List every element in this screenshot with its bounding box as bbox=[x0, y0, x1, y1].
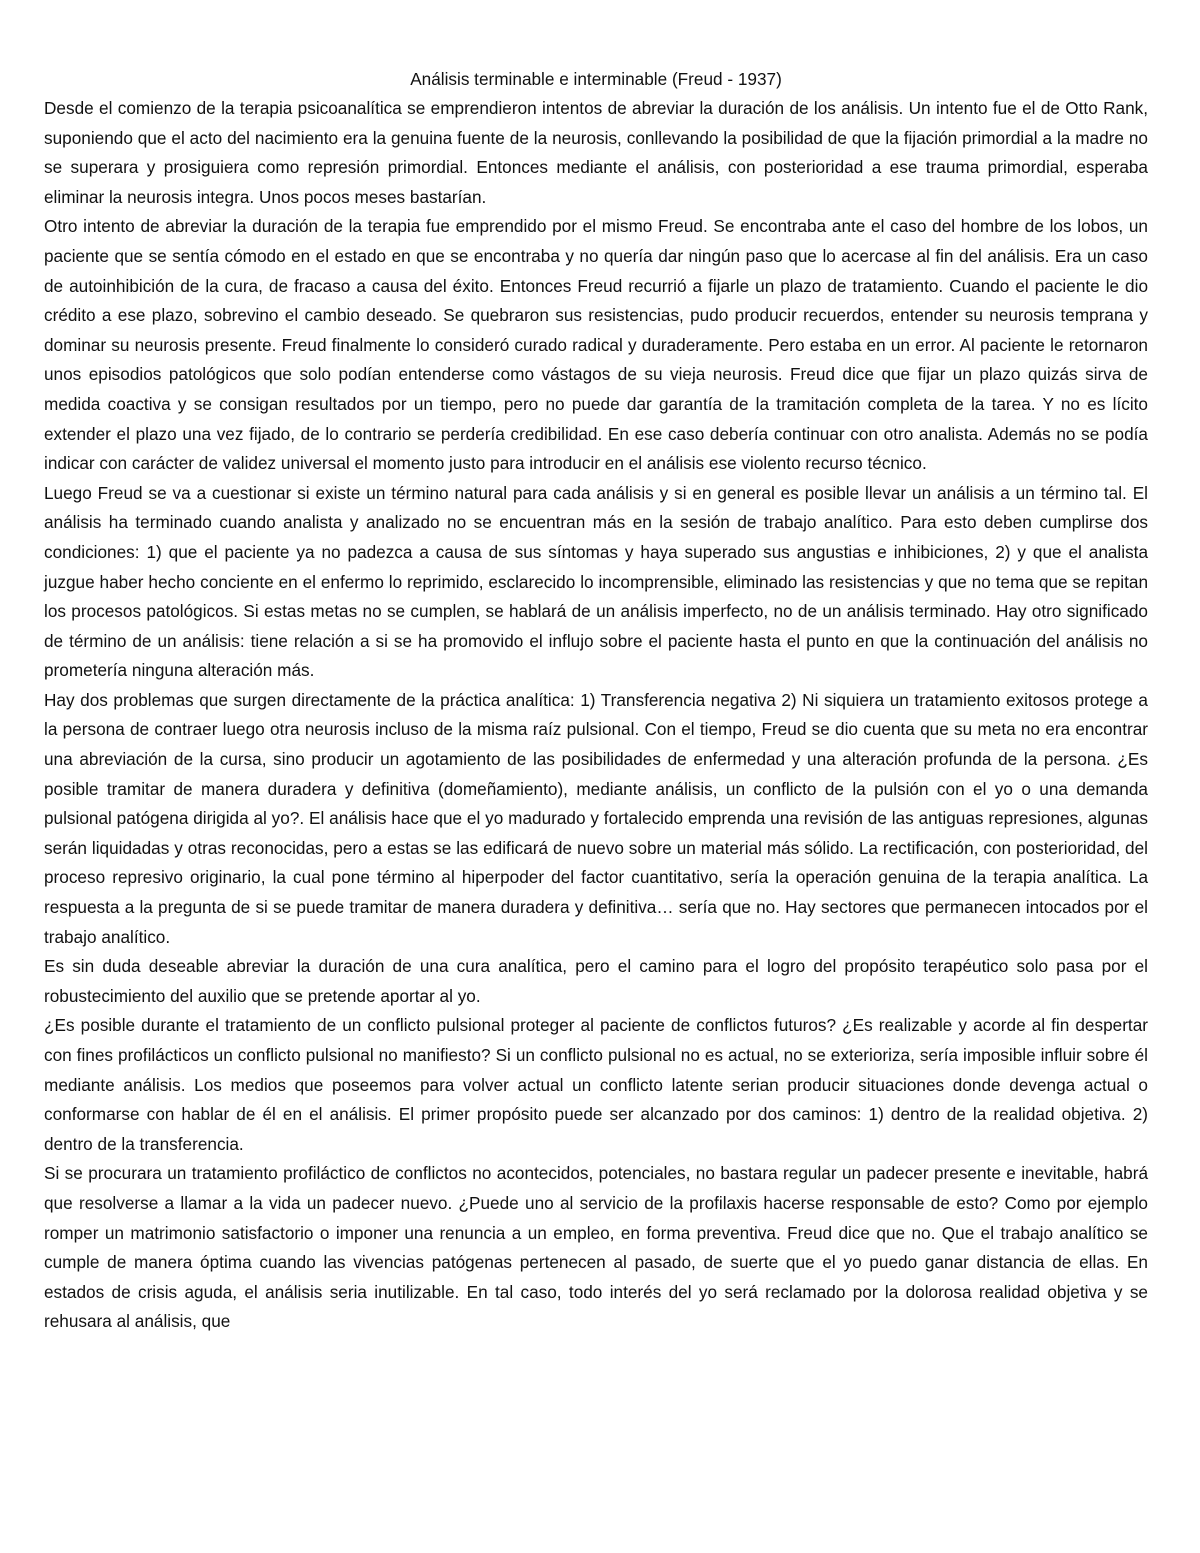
paragraph-conflictos-futuros: ¿Es posible durante el tratamiento de un conflicto pulsional proteger al paciente de conflictos futuros? ¿Es realizable y acorde al fin despertar con fines profilácticos un conflicto pulsional no manifiesto? Si un conflicto pulsional no es actual, no se exterioriza, sería imposible influir sobre él mediante análisis. Los medios que poseemos para volver actual un conflicto latente serian producir situaciones donde devenga actual o conformarse con hablar de él en el análisis. El primer propósito puede ser alcanzado por dos caminos: 1) dentro de la realidad objetiva. 2) dentro de la transferencia. bbox=[44, 1015, 1148, 1154]
paragraph-tratamiento-profilactico: Si se procurara un tratamiento profiláctico de conflictos no acontecidos, potenciales, no bastara regular un padecer presente e inevitable, habrá que resolverse a llamar a la vida un padecer nuevo. ¿Puede uno al servicio de la profilaxis hacerse responsable de esto? Como por ejemplo romper un matrimonio satisfactorio o imponer una renuncia a un empleo, en forma preventiva. Freud dice que no. Que el trabajo analítico se cumple de manera óptima cuando las vivencias patógenas pertenecen al pasado, de suerte que el yo puedo ganar distancia de ellas. En estados de crisis aguda, el análisis seria inutilizable. En tal caso, todo interés del yo será reclamado por la dolorosa realidad objetiva y se rehusara al análisis, que bbox=[44, 1163, 1148, 1332]
document-title: Análisis terminable e interminable (Freud - 1937) bbox=[410, 69, 782, 89]
paragraph-hombre-de-los-lobos: Otro intento de abreviar la duración de la terapia fue emprendido por el mismo Freud. Se encontraba ante el caso del hombre de los lobos, un paciente que se sentía cómodo en el estado en que se encontraba y no quería dar ningún paso que lo acercase al fin del análisis. Era un caso de autoinhibición de la cura, de fracaso a causa del éxito. Entonces Freud recurrió a fijarle un plazo de tratamiento. Cuando el paciente le dio crédito a ese plazo, sobrevino el cambio deseado. Se quebraron sus resistencias, pudo producir recuerdos, entender su neurosis temprana y dominar su neurosis presente. Freud finalmente lo consideró curado radical y duraderamente. Pero estaba en un error. Al paciente le retornaron unos episodios patológicos que solo podían entenderse como vástagos de su vieja neurosis. Freud dice que fijar un plazo quizás sirva de medida coactiva y se consigan resultados por un tiempo, pero no puede dar garantía de la tramitación completa de la tarea. Y no es lícito extender el plazo una vez fijado, de lo contrario se perdería credibilidad. En ese caso debería continuar con otro analista. Además no se podía indicar con carácter de validez universal el momento justo para introducir en el análisis ese violento recurso técnico. bbox=[44, 216, 1148, 474]
paragraph-dos-problemas: Hay dos problemas que surgen directamente de la práctica analítica: 1) Transferencia negativa 2) Ni siquiera un tratamiento exitosos protege a la persona de contraer luego otra neurosis incluso de la misma raíz pulsional. Con el tiempo, Freud se dio cuenta que su meta no era encontrar una abreviación de la cursa, sino producir un agotamiento de las posibilidades de enfermedad y una alteración profunda de la persona. ¿Es posible tramitar de manera duradera y definitiva (domeñamiento), mediante análisis, un conflicto de la pulsión con el yo o una demanda pulsional patógena dirigida al yo?. El análisis hace que el yo madurado y fortalecido emprenda una revisión de las antiguas represiones, algunas serán liquidadas y otras reconocidas, pero a estas se las edificará de nuevo sobre un material más sólido. La rectificación, con posterioridad, del proceso represivo originario, la cual pone término al hiperpoder del factor cuantitativo, sería la operación genuina de la terapia analítica. La respuesta a la pregunta de si se puede tramitar de manera duradera y definitiva… sería que no. Hay sectores que permanecen intocados por el trabajo analítico. bbox=[44, 689, 1148, 947]
paragraph-abreviar-cura: Es sin duda deseable abreviar la duración de una cura analítica, pero el camino para el logro del propósito terapéutico solo pasa por el robustecimiento del auxilio que se pretende aportar al yo. bbox=[44, 956, 1148, 1006]
paragraph-termino-natural: Luego Freud se va a cuestionar si existe un término natural para cada análisis y si en general es posible llevar un análisis a un término tal. El análisis ha terminado cuando analista y analizado no se encuentran más en la sesión de trabajo analítico. Para esto deben cumplirse dos condiciones: 1) que el paciente ya no padezca a causa de sus síntomas y haya superado sus angustias e inhibiciones, 2) y que el analista juzgue haber hecho conciente en el enfermo lo reprimido, esclarecido lo incomprensible, eliminado las resistencias y que no tema que se repitan los procesos patológicos. Si estas metas no se cumplen, se hablará de un análisis imperfecto, no de un análisis terminado. Hay otro significado de término de un análisis: tiene relación a si se ha promovido el influjo sobre el paciente hasta el punto en que la continuación del análisis no prometería ninguna alteración más. bbox=[44, 482, 1148, 681]
paragraph-otto-rank: Desde el comienzo de la terapia psicoanalítica se emprendieron intentos de abreviar la duración de los análisis. Un intento fue el de Otto Rank, suponiendo que el acto del nacimiento era la genuina fuente de la neurosis, conllevando la posibilidad de que la fijación primordial a la madre no se superara y prosiguiera como represión primordial. Entonces mediante el análisis, con posterioridad a ese trauma primordial, esperaba eliminar la neurosis integra. Unos pocos meses bastarían. bbox=[44, 98, 1148, 207]
document-page bbox=[44, 64, 1148, 1337]
